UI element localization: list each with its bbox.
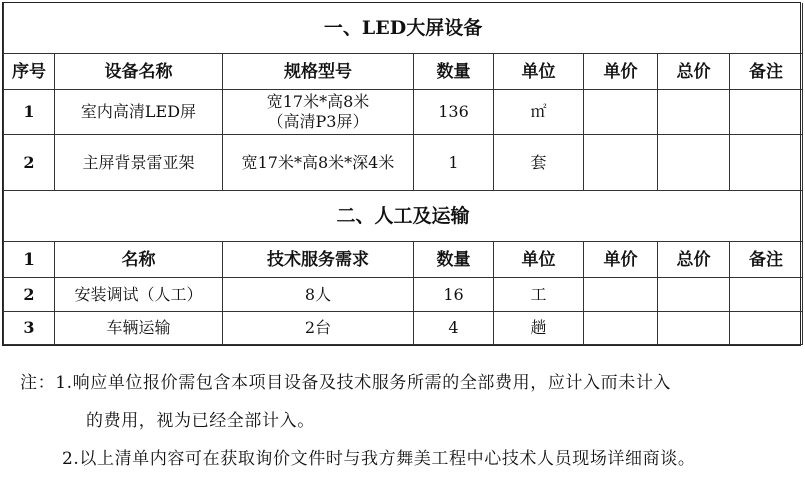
header-spec: 规格型号	[223, 54, 414, 90]
header-quantity: 数量	[414, 54, 494, 90]
quantity: 136	[414, 90, 494, 135]
section1-title: 一、LED大屏设备	[4, 3, 803, 54]
row-index: 2	[4, 278, 55, 312]
header-index: 序号	[4, 54, 55, 90]
device-name: 主屏背景雷亚架	[55, 135, 223, 191]
remark	[730, 90, 803, 135]
quotation-table	[3, 3, 803, 345]
total-price	[658, 312, 730, 345]
header-unit: 单位	[494, 242, 584, 278]
spec-line: 宽17米*高8米	[266, 92, 370, 111]
service-name: 安装调试（人工）	[55, 278, 223, 312]
row-index: 3	[4, 312, 55, 345]
header-total-price: 总价	[658, 54, 730, 90]
section1-header-row	[4, 54, 803, 90]
quantity: 1	[414, 135, 494, 191]
table-row	[4, 90, 803, 135]
header-name: 名称	[55, 242, 223, 278]
header-remark: 备注	[730, 54, 803, 90]
note-line-3: 2.以上清单内容可在获取询价文件时与我方舞美工程中心技术人员现场详细商谈。	[62, 449, 696, 469]
quotation-table-container	[2, 2, 801, 346]
section1-title-row	[4, 3, 803, 54]
total-price	[658, 278, 730, 312]
unit-price	[584, 312, 658, 345]
table-row	[4, 312, 803, 345]
total-price	[658, 90, 730, 135]
row-index: 2	[4, 135, 55, 191]
remark	[730, 135, 803, 191]
unit-price	[584, 90, 658, 135]
header-device-name: 设备名称	[55, 54, 223, 90]
remark	[730, 312, 803, 345]
table-row	[4, 278, 803, 312]
section2-title-row	[4, 191, 803, 242]
header-unit-price: 单价	[584, 242, 658, 278]
unit: 套	[494, 135, 584, 191]
remark	[730, 278, 803, 312]
unit-price	[584, 135, 658, 191]
header-quantity: 数量	[414, 242, 494, 278]
unit: 工	[494, 278, 584, 312]
spec-cell	[223, 90, 414, 135]
spec-line-sub: （高清P3屏）	[267, 112, 369, 131]
header-index: 1	[4, 242, 55, 278]
service-requirement: 2台	[223, 312, 414, 345]
header-remark: 备注	[730, 242, 803, 278]
table-row	[4, 135, 803, 191]
unit: ㎡	[494, 90, 584, 135]
device-name: 室内高清LED屏	[55, 90, 223, 135]
section2-title: 二、人工及运输	[4, 191, 803, 242]
section2-header-row	[4, 242, 803, 278]
header-unit-price: 单价	[584, 54, 658, 90]
note-line-2: 的费用，视为已经全部计入。	[86, 411, 315, 431]
total-price	[658, 135, 730, 191]
unit-price	[584, 278, 658, 312]
service-requirement: 8人	[223, 278, 414, 312]
spec-cell: 宽17米*高8米*深4米	[223, 135, 414, 191]
note-line-1: 注：1.响应单位报价需包含本项目设备及技术服务所需的全部费用，应计入而未计入	[20, 373, 672, 393]
quantity: 4	[414, 312, 494, 345]
row-index: 1	[4, 90, 55, 135]
service-name: 车辆运输	[55, 312, 223, 345]
header-service-requirement: 技术服务需求	[223, 242, 414, 278]
quantity: 16	[414, 278, 494, 312]
header-total-price: 总价	[658, 242, 730, 278]
unit: 趟	[494, 312, 584, 345]
notes-section	[2, 344, 801, 480]
header-unit: 单位	[494, 54, 584, 90]
